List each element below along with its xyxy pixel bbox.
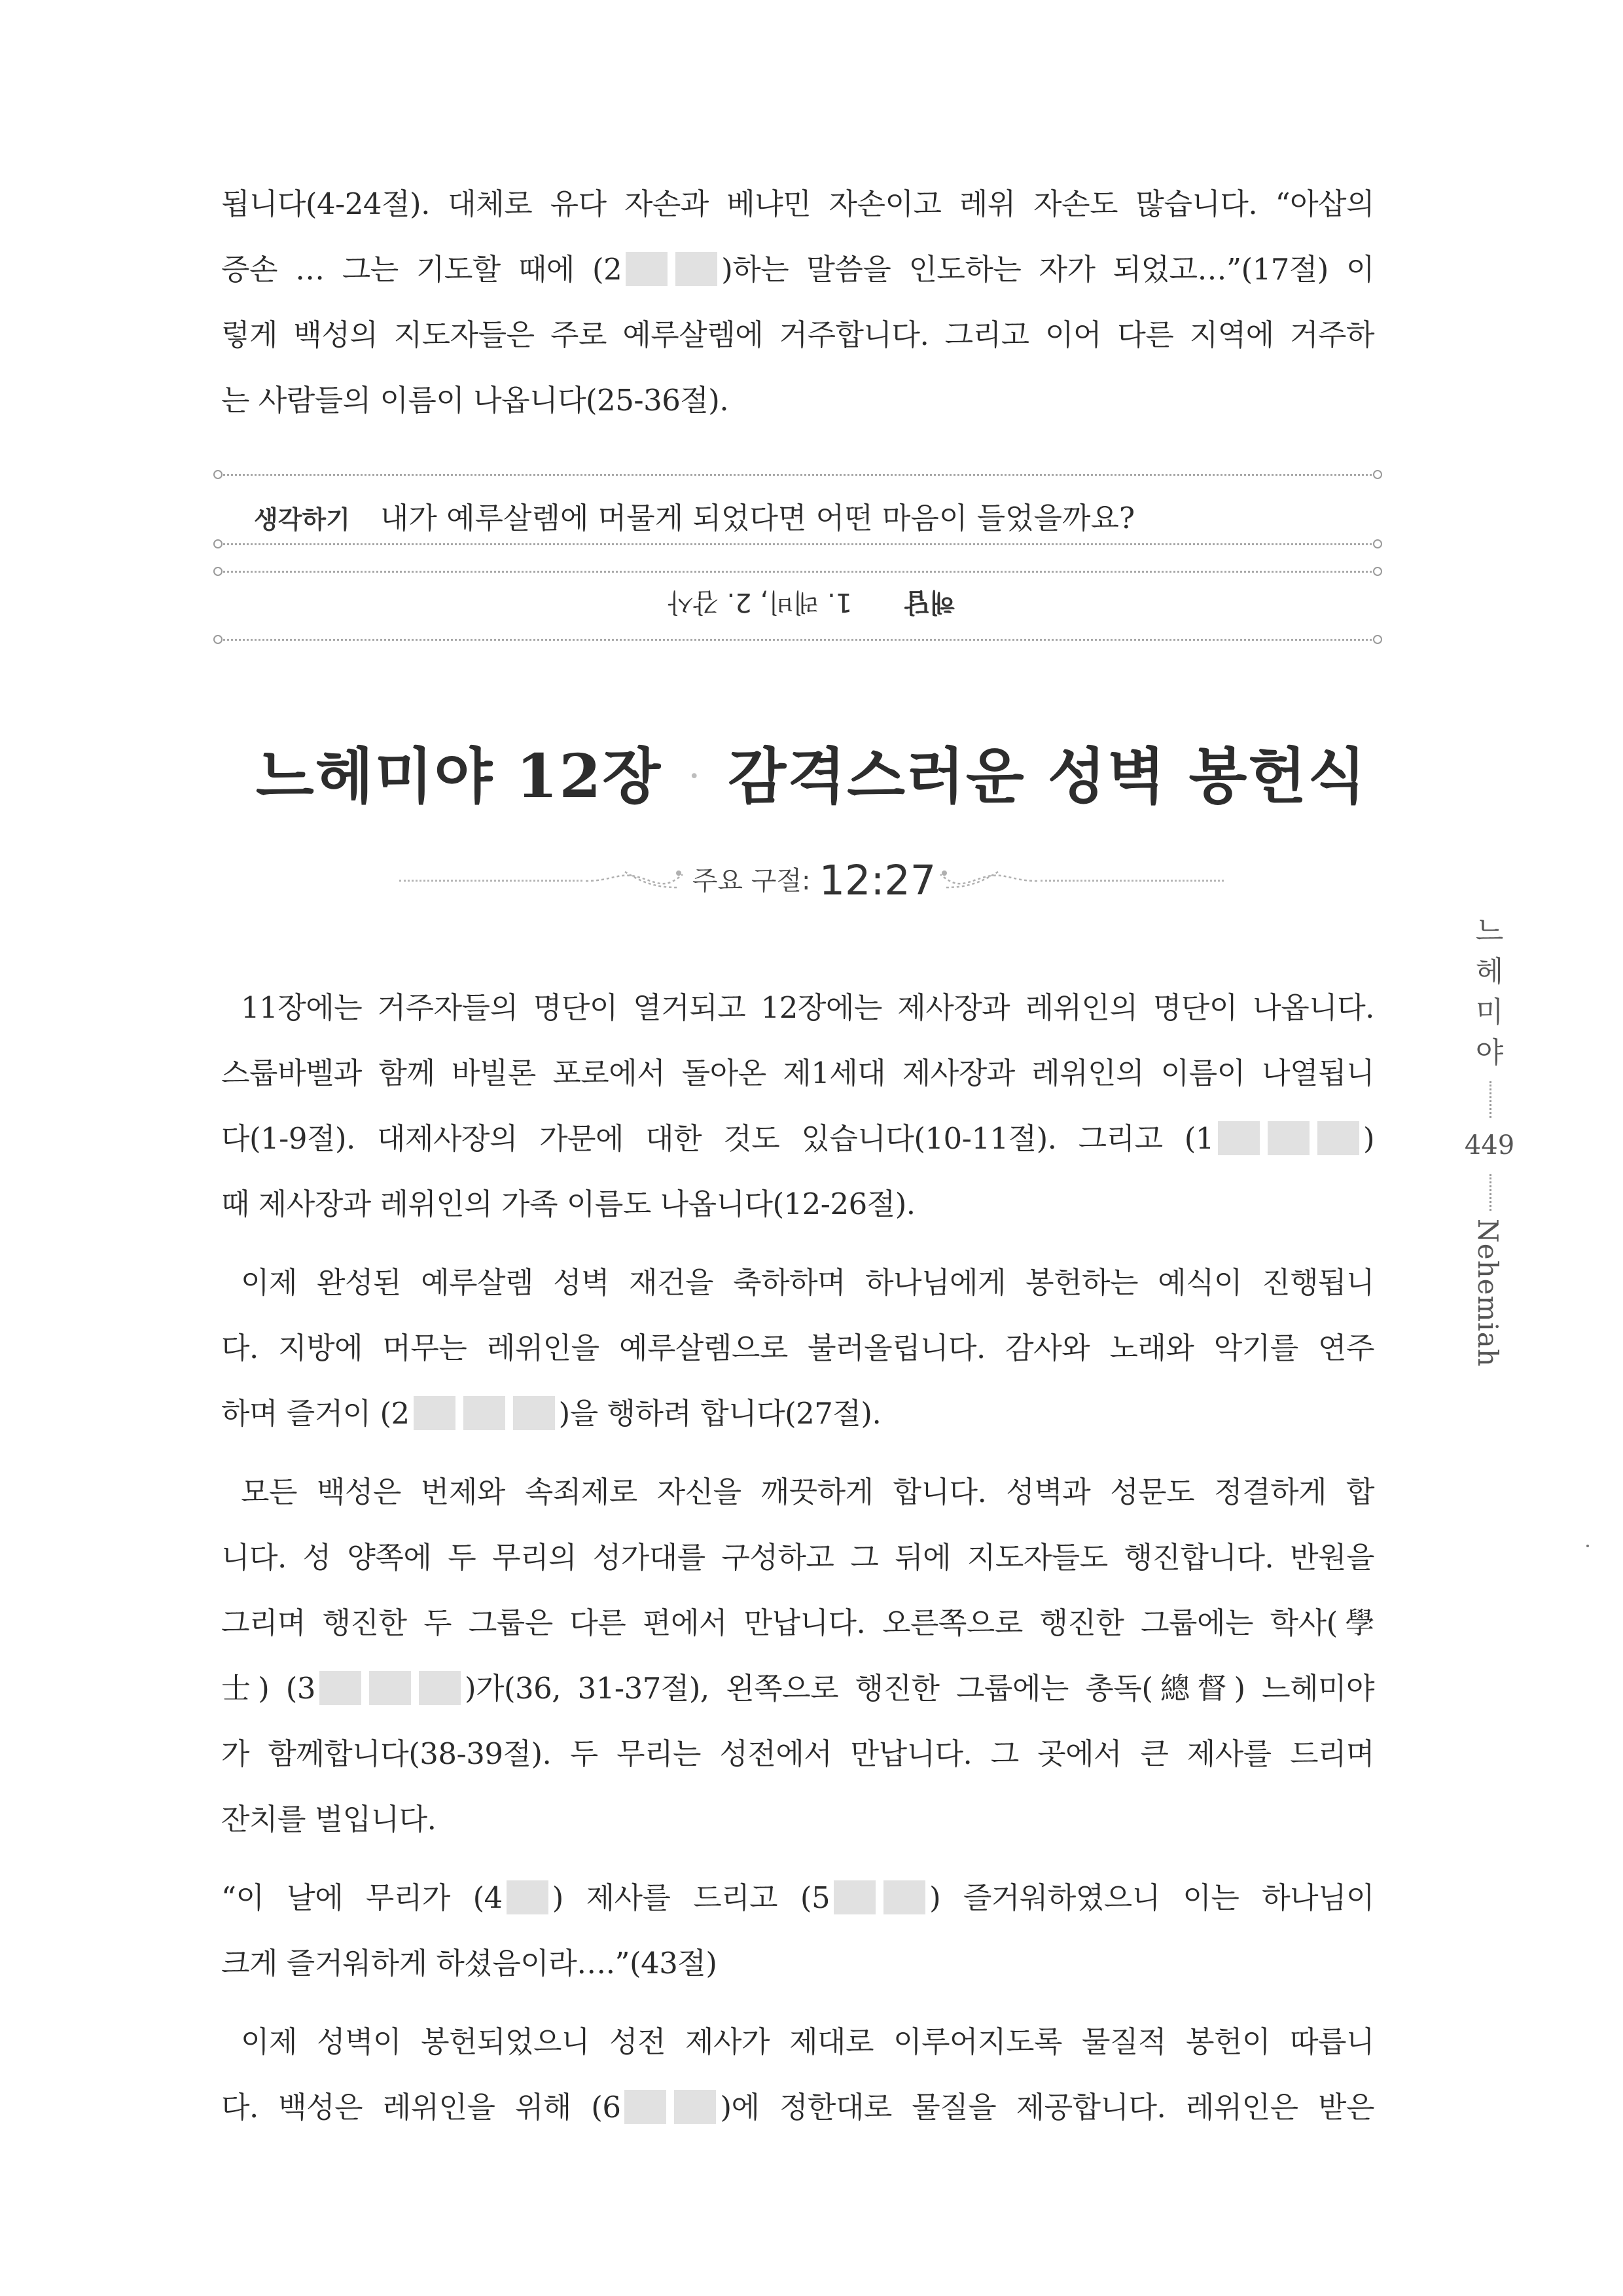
text-line: 하며 즐거이 (2 )을 행하려 합니다(27절). xyxy=(221,1396,882,1431)
blank-box xyxy=(414,1396,455,1430)
answer-row-upside-down xyxy=(0,583,1623,622)
paragraph-4 xyxy=(221,2009,1374,2140)
paragraph-1 xyxy=(221,975,1374,1237)
blank-box xyxy=(834,1880,876,1914)
blank-box xyxy=(507,1880,548,1914)
divider-dotted xyxy=(219,571,1377,573)
blank-box xyxy=(1218,1121,1260,1155)
blank-box xyxy=(513,1396,555,1430)
text-line: 됩니다(4-24절). 대체로 유다 자손과 베냐민 자손이고 레위 자손도 많습니다. “아삽의 xyxy=(221,187,1374,221)
quote-block xyxy=(221,1865,1374,1996)
paragraph-2 xyxy=(221,1250,1374,1446)
chapter-title-left: 느헤미야 12장 xyxy=(255,741,662,812)
blank-box xyxy=(419,1671,461,1705)
text-line: 다. 백성은 레위인을 위해 (6 )에 정한대로 물질을 제공합니다. 레위인은 받은 xyxy=(221,2090,1374,2125)
blank-box xyxy=(369,1671,411,1705)
text-line: 증손 … 그는 기도할 때에 (2 )하는 말씀을 인도하는 자가 되었고…”(17절) 이 xyxy=(221,252,1374,287)
text-line: 크게 즐거워하게 하셨음이라….”(43절) xyxy=(221,1946,717,1981)
chapter-title-right: 감격스러운 성벽 봉헌식 xyxy=(728,741,1368,812)
divider-dotted xyxy=(219,543,1377,545)
text-line: 렇게 백성의 지도자들은 주로 예루살렘에 거주합니다. 그리고 이어 다른 지역에 거주하 xyxy=(221,317,1374,352)
title-separator: · xyxy=(688,753,702,799)
sidebar-book-title-en: Nehemiah xyxy=(1472,1219,1504,1367)
sidebar-book-title-kr xyxy=(1463,911,1516,1073)
key-verse-row xyxy=(0,851,1623,910)
answer-text: 1. 레비, 2. 감사 xyxy=(668,587,853,617)
text-line: 그리며 행진한 두 그룹은 다른 편에서 만납니다. 오른쪽으로 행진한 그룹에는 학사(學 xyxy=(221,1605,1374,1640)
divider-dotted xyxy=(219,474,1377,476)
think-question: 내가 예루살렘에 머물게 되었다면 어떤 마음이 들었을까요? xyxy=(380,501,1135,535)
blank-box xyxy=(626,252,668,286)
blank-box xyxy=(1268,1121,1310,1155)
divider-dotted xyxy=(219,639,1377,641)
key-verse-label: 주요 구절: xyxy=(692,865,811,896)
page-number: 449 xyxy=(1464,1130,1515,1160)
text-line: 이제 성벽이 봉헌되었으니 성전 제사가 제대로 이루어지도록 물질적 봉헌이 따릅니 xyxy=(241,2024,1374,2059)
sidebar-char: 미 xyxy=(1475,996,1504,1029)
ornament-line-right xyxy=(1041,880,1224,882)
answer-label: 해답 xyxy=(904,587,955,617)
text-line: 11장에는 거주자들의 명단이 열거되고 12장에는 제사장과 레위인의 명단이 나옵니다. xyxy=(241,990,1374,1025)
flourish-left-icon xyxy=(586,868,684,894)
text-line: 다. 지방에 머무는 레위인을 예루살렘으로 불러올립니다. 감사와 노래와 악기를 연주 xyxy=(221,1331,1374,1365)
text-line: 는 사람들의 이름이 나옵니다(25-36절). xyxy=(221,383,729,418)
text-line: 니다. 성 양쪽에 두 무리의 성가대를 구성하고 그 뒤에 지도자들도 행진합니다. 반원을 xyxy=(221,1540,1374,1575)
blank-box xyxy=(319,1671,361,1705)
text-line: 이제 완성된 예루살렘 성벽 재건을 축하하며 하나님에게 봉헌하는 예식이 진행됩니 xyxy=(241,1265,1374,1300)
text-line: 스룹바벨과 함께 바빌론 포로에서 돌아온 제1세대 제사장과 레위인의 이름이 나열됩니 xyxy=(221,1056,1374,1090)
scan-speck xyxy=(1586,1545,1589,1547)
sidebar-char: 야 xyxy=(1475,1036,1504,1069)
ornament-line-left xyxy=(399,880,582,882)
text-line: 다(1-9절). 대제사장의 가문에 대한 것도 있습니다(10-11절). 그리고 (1 ) xyxy=(221,1121,1374,1156)
chapter-title xyxy=(0,737,1623,816)
text-line: 士) (3 )가(36, 31-37절), 왼쪽으로 행진한 그룹에는 총독(總督) 느헤미야 xyxy=(221,1671,1374,1706)
text-line: 가 함께합니다(38-39절). 두 무리는 성전에서 만납니다. 그 곳에서 큰 제사를 드리며 xyxy=(221,1736,1374,1771)
key-verse-ref: 12:27 xyxy=(819,856,936,905)
blank-box xyxy=(883,1880,925,1914)
top-paragraph xyxy=(221,171,1374,433)
flourish-right-icon xyxy=(939,868,1037,894)
sidebar-char: 헤 xyxy=(1475,955,1504,988)
sidebar-dotted-line xyxy=(1489,1081,1491,1118)
think-row xyxy=(254,499,1135,538)
text-line: “이 날에 무리가 (4 ) 제사를 드리고 (5 ) 즐거워하였으니 이는 하나님이 xyxy=(221,1880,1374,1915)
blank-box xyxy=(463,1396,505,1430)
text-line: 때 제사장과 레위인의 가족 이름도 나옵니다(12-26절). xyxy=(221,1187,916,1221)
sidebar-dotted-line xyxy=(1489,1174,1491,1211)
blank-box xyxy=(624,2090,666,2124)
sidebar-char: 느 xyxy=(1475,914,1504,948)
text-line: 잔치를 벌입니다. xyxy=(221,1802,437,1837)
body-text xyxy=(221,975,1374,2140)
blank-box xyxy=(674,2090,716,2124)
blank-box xyxy=(1317,1121,1359,1155)
blank-box xyxy=(675,252,717,286)
paragraph-3 xyxy=(221,1460,1374,1852)
text-line: 모든 백성은 번제와 속죄제로 자신을 깨끗하게 합니다. 성벽과 성문도 정결하게 합 xyxy=(241,1475,1374,1509)
think-label: 생각하기 xyxy=(254,505,350,534)
